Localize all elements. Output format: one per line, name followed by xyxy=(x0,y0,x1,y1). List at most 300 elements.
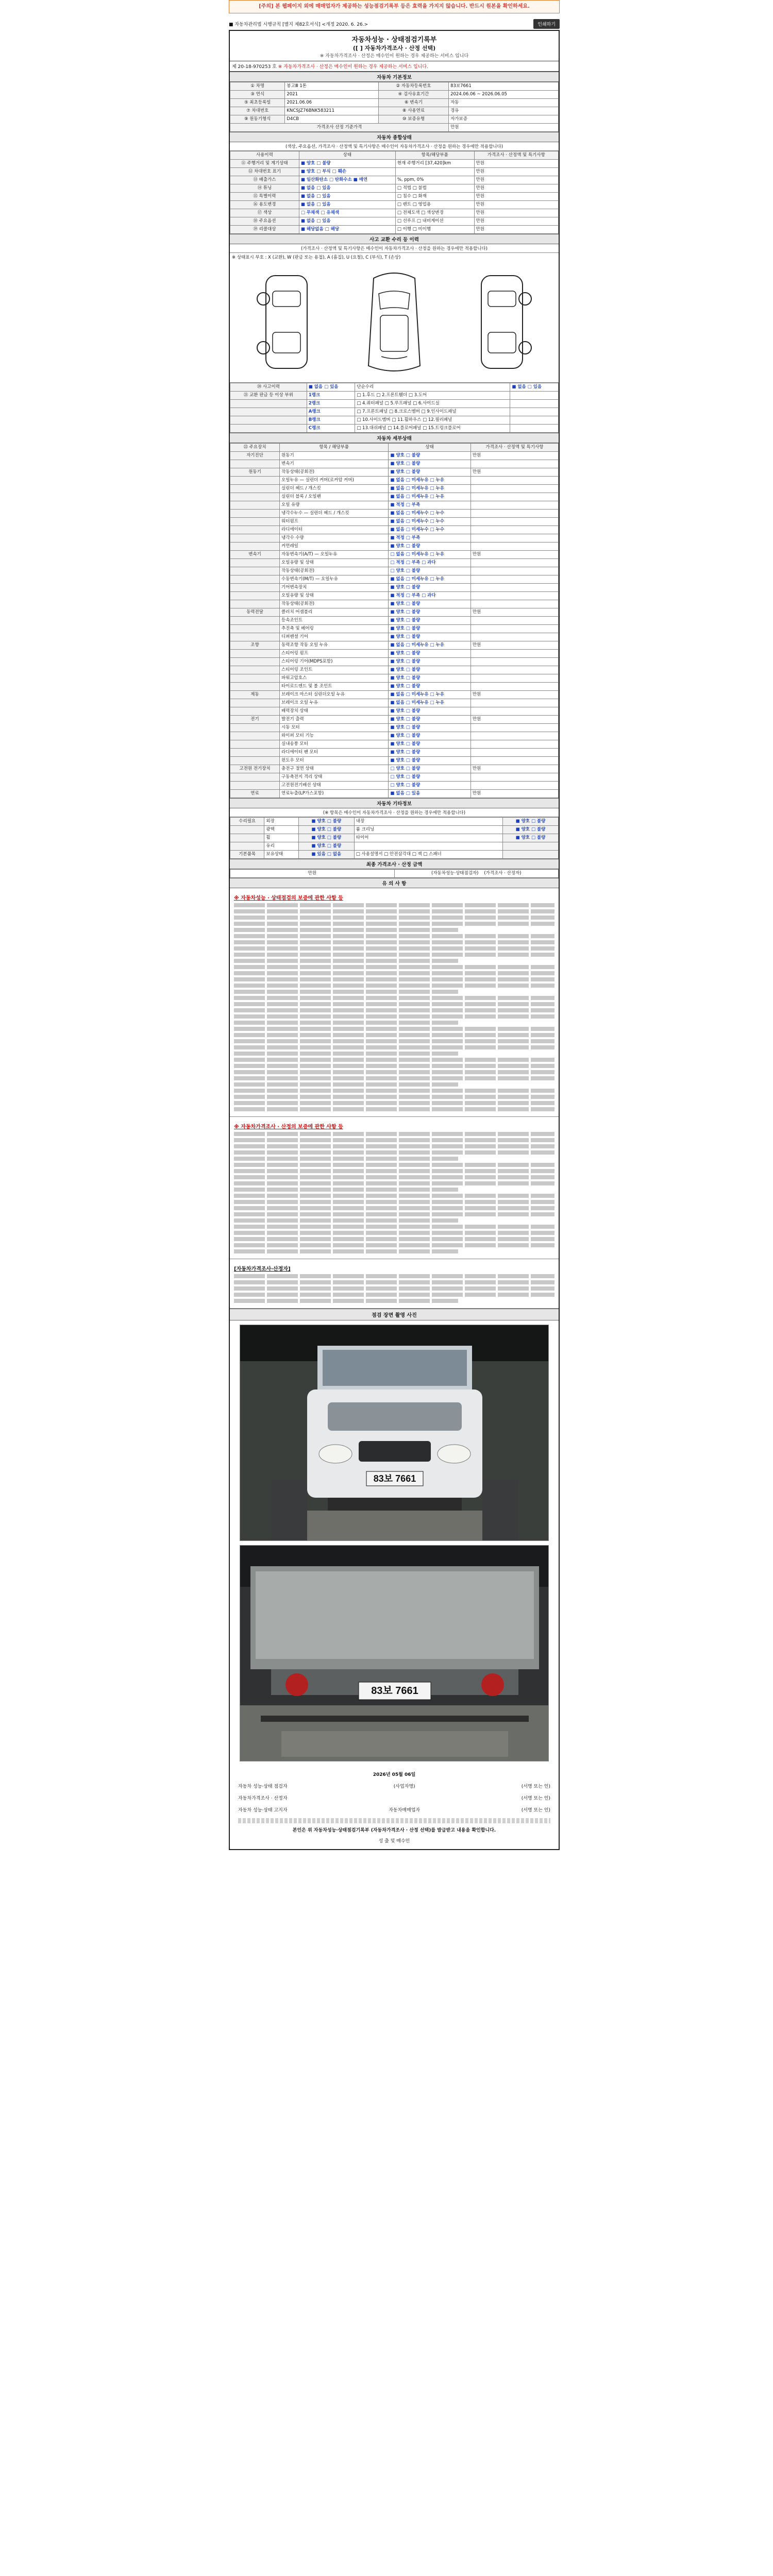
detail-status: ■ 양호 □ 불량 xyxy=(389,716,470,724)
detail-price xyxy=(470,543,558,551)
etc-cell: 광택 xyxy=(264,826,298,834)
detail-row xyxy=(230,551,559,559)
text-line xyxy=(234,959,458,963)
detail-price xyxy=(470,501,558,510)
detail-row xyxy=(230,625,559,633)
accident-cell: □ 7.프론트패널 □ 8.크로스멤버 □ 9.인사이드패널 xyxy=(355,408,510,416)
text-line xyxy=(234,1175,554,1179)
accident-cell: ■ 없음 □ 있음 xyxy=(510,383,559,392)
text-line xyxy=(234,1021,458,1025)
status-value: 만원 xyxy=(474,217,558,226)
text-line xyxy=(234,1286,554,1291)
text-line xyxy=(234,1237,554,1241)
basic-value: 봉고Ⅲ 1톤 xyxy=(285,82,378,91)
detail-row xyxy=(230,749,559,757)
accident-note: (가격조사 · 산정액 및 특기사항은 매수인이 자동차가격조사 · 산정을 원하는 경우에만 적용합니다) xyxy=(230,244,559,253)
basic-info-table xyxy=(230,82,559,132)
etc-cell: ■ 양호 □ 불량 xyxy=(298,818,354,826)
status-item: ⑪ 주행거리 및 계기상태 xyxy=(230,160,299,168)
detail-status: ■ 없음 □ 있음 xyxy=(389,790,470,798)
status-value: □ 전체도색 □ 색상변경 xyxy=(395,209,474,217)
detail-price: 만원 xyxy=(470,551,558,559)
basic-value: 2021.06.06 xyxy=(285,99,378,107)
detail-group: 동력전달 xyxy=(230,608,280,617)
text-line xyxy=(234,1280,554,1284)
print-button[interactable]: 인쇄하기 xyxy=(533,19,560,29)
detail-row xyxy=(230,575,559,584)
detail-item: 와이퍼 모터 기능 xyxy=(280,732,389,740)
basic-label: ⑧ 사용연료 xyxy=(378,107,448,115)
etc-row xyxy=(230,842,559,851)
text-line xyxy=(234,996,554,1000)
detail-row xyxy=(230,460,559,468)
text-line xyxy=(234,1169,554,1173)
detail-item: 배력장치 상태 xyxy=(280,707,389,716)
detail-row xyxy=(230,699,559,707)
status-value: 만원 xyxy=(474,168,558,176)
text-line xyxy=(234,1014,554,1019)
basic-row xyxy=(230,82,559,91)
detail-group xyxy=(230,757,280,765)
text-line xyxy=(234,1231,554,1235)
vehicle-diagram xyxy=(230,261,559,383)
detail-group xyxy=(230,493,280,501)
signature-row xyxy=(238,1783,550,1789)
status-value: 만원 xyxy=(474,160,558,168)
basic-value: KNCSJZ76BNK583211 xyxy=(285,107,378,115)
final-sig-inspector: (자동차성능·상태점검자) xyxy=(431,871,479,876)
signature-cell: 자동차매매업자 xyxy=(389,1808,421,1813)
accident-cell xyxy=(510,400,559,408)
detail-status: ■ 양호 □ 불량 xyxy=(389,452,470,460)
detail-row xyxy=(230,452,559,460)
record-number: 제 20-18-970253 호 xyxy=(232,64,277,70)
detail-item: 스티어링 펌프 xyxy=(280,650,389,658)
basic-label: ④ 검사유효기간 xyxy=(378,91,448,99)
detail-group: 원동기 xyxy=(230,468,280,477)
detail-group: 제동 xyxy=(230,691,280,699)
etc-header: 자동차 기타정보 xyxy=(230,798,559,808)
detail-item: 클러치 어셈블리 xyxy=(280,608,389,617)
status-value: ■ 양호 □ 부식 □ 훼손 xyxy=(299,168,395,176)
detail-price xyxy=(470,460,558,468)
etc-cell xyxy=(503,851,559,859)
etc-cell: 룸 크리닝 xyxy=(354,826,502,834)
detail-status: ■ 양호 □ 불량 xyxy=(389,543,470,551)
detail-status: □ 양호 □ 불량 xyxy=(389,773,470,782)
appraisal-title: ※ 자동차가격조사 · 산정의 보증에 관한 사항 등 xyxy=(234,1124,343,1130)
detail-status: ■ 없음 □ 미세누수 □ 누수 xyxy=(389,518,470,526)
warranty-text xyxy=(234,903,554,1111)
front-plate: 83보 7661 xyxy=(373,1473,416,1484)
status-item: ⑫ 차대번호 표기 xyxy=(230,168,299,176)
accident-cell: □ 1.후드 □ 2.프론트휀더 □ 3.도어 xyxy=(355,392,510,400)
accident-cell: C랭크 xyxy=(307,425,355,433)
text-line xyxy=(234,1039,554,1043)
detail-status: ■ 양호 □ 불량 xyxy=(389,683,470,691)
photo-header: 점검 장면 촬영 사진 xyxy=(230,1309,559,1320)
detail-group xyxy=(230,674,280,683)
status-value: ■ 없음 □ 있음 xyxy=(299,184,395,193)
status-value: 만원 xyxy=(474,209,558,217)
detail-status: ■ 양호 □ 불량 xyxy=(389,674,470,683)
status-value xyxy=(395,168,474,176)
text-line xyxy=(234,953,554,957)
detail-price xyxy=(470,683,558,691)
text-line xyxy=(234,1144,554,1148)
detail-row xyxy=(230,658,559,666)
detail-row xyxy=(230,716,559,724)
detail-item: 브레이크 마스터 실린더오일 누유 xyxy=(280,691,389,699)
warranty-title: ※ 자동차성능 · 상태점검의 보증에 관한 사항 등 xyxy=(234,895,343,901)
detail-row xyxy=(230,650,559,658)
text-line xyxy=(234,1243,554,1247)
buyer-sign: 성 출 및 매수인 xyxy=(378,1839,410,1844)
basic-row xyxy=(230,115,559,124)
detail-row xyxy=(230,485,559,493)
detail-price xyxy=(470,782,558,790)
accident-cell xyxy=(510,392,559,400)
detail-status: ■ 양호 □ 불량 xyxy=(389,600,470,608)
accident-cell: □ 4.쿼터패널 □ 5.루프패널 □ 6.사이드실 xyxy=(355,400,510,408)
front-photo xyxy=(240,1325,549,1541)
etc-cell xyxy=(230,834,264,842)
detail-price: 만원 xyxy=(470,452,558,460)
detail-status: ■ 적정 □ 부족 xyxy=(389,534,470,543)
detail-price xyxy=(470,510,558,518)
detail-item: 디퍼렌셜 기어 xyxy=(280,633,389,641)
basic-price-value: 만원 xyxy=(449,124,559,132)
accident-cell: A랭크 xyxy=(307,408,355,416)
detail-item: 기어변속장치 xyxy=(280,584,389,592)
status-item: ⑬ 배출가스 xyxy=(230,176,299,184)
detail-status: □ 없음 □ 미세누유 □ 누유 xyxy=(389,551,470,559)
form-title-sub: ([ ] 자동차가격조사 · 산정 선택) xyxy=(352,45,436,52)
basic-label: ⑤ 최초등록일 xyxy=(230,99,285,107)
detail-row xyxy=(230,683,559,691)
detail-item: 작동상태(공회전) xyxy=(280,567,389,575)
status-value: ■ 없음 □ 있음 xyxy=(299,193,395,201)
detail-price xyxy=(470,724,558,732)
detail-status: ■ 양호 □ 불량 xyxy=(389,757,470,765)
text-line xyxy=(234,1008,554,1012)
detail-status: ■ 없음 □ 미세누유 □ 누유 xyxy=(389,575,470,584)
detail-col-header: ㉒ 주요장치 xyxy=(230,444,280,452)
warning-notice: [주의] 본 웹페이지 외에 매매업자가 제공하는 성능점검기록부 등은 효력을 가지지 않습니다. 반드시 원본을 확인하세요. xyxy=(229,0,560,13)
detail-price xyxy=(470,707,558,716)
detail-group xyxy=(230,510,280,518)
text-line xyxy=(234,922,554,926)
signature-section xyxy=(230,1766,559,1849)
detail-group: 자기진단 xyxy=(230,452,280,460)
text-line xyxy=(234,1064,554,1068)
detail-price xyxy=(470,757,558,765)
detail-group xyxy=(230,584,280,592)
detail-col-header: 상태 xyxy=(389,444,470,452)
text-line xyxy=(234,1002,554,1006)
detail-item: 연료누출(LP가스포함) xyxy=(280,790,389,798)
etc-cell: ■ 양호 □ 불량 xyxy=(298,826,354,834)
detail-status: ■ 양호 □ 불량 xyxy=(389,732,470,740)
text-line xyxy=(234,1212,554,1216)
form-title xyxy=(230,31,559,61)
notes-header: 유 의 사 항 xyxy=(230,878,559,888)
signature-cell: (서명 또는 인) xyxy=(521,1808,550,1813)
final-sig-appraiser: (가격조사 · 산정자) xyxy=(484,871,522,876)
detail-row xyxy=(230,724,559,732)
detail-price xyxy=(470,658,558,666)
basic-label: ③ 연식 xyxy=(230,91,285,99)
accident-cell: □ 10.사이드멤버 □ 11.휠하우스 □ 12.필러패널 xyxy=(355,416,510,425)
basic-price-row xyxy=(230,124,559,132)
detail-status: □ 양호 □ 불량 xyxy=(389,567,470,575)
detail-group xyxy=(230,600,280,608)
status-col-header: 가격조사 · 산정액 및 특기사항 xyxy=(474,151,558,160)
form-title-desc: ※ 자동차가격조사 · 산정은 매수인이 원하는 경우 제공하는 서비스 입니다 xyxy=(320,54,469,59)
detail-status: ■ 없음 □ 미세누유 □ 누유 xyxy=(389,493,470,501)
detail-item: 오일유량 및 상태 xyxy=(280,592,389,600)
text-line xyxy=(234,1274,554,1278)
detail-status: □ 양호 □ 불량 xyxy=(389,782,470,790)
detail-row xyxy=(230,534,559,543)
car-side-left-diagram xyxy=(248,270,325,374)
detail-row xyxy=(230,510,559,518)
basic-row xyxy=(230,99,559,107)
final-table xyxy=(230,869,559,878)
detail-col-header: 가격조사 · 산정액 및 특기사항 xyxy=(470,444,558,452)
signature-cell: (사업자명) xyxy=(393,1784,415,1789)
status-value: ■ 해당없음 □ 해당 xyxy=(299,226,395,234)
etc-cell: ■ 양호 □ 불량 xyxy=(298,842,354,851)
detail-item: 오일누유 — 실린더 커버(로커암 커버) xyxy=(280,477,389,485)
etc-table xyxy=(230,817,559,859)
etc-note: (※ 항목은 매수인이 자동차가격조사 · 산정을 원하는 경우에만 적용합니다) xyxy=(230,808,559,817)
detail-price xyxy=(470,575,558,584)
detail-status: ■ 없음 □ 미세누수 □ 누수 xyxy=(389,526,470,534)
appraisal-text xyxy=(234,1132,554,1253)
text-line xyxy=(234,940,554,944)
detail-status: ■ 양호 □ 불량 xyxy=(389,617,470,625)
signature-cell: (서명 또는 인) xyxy=(521,1796,550,1801)
detail-item: 윈도우 모터 xyxy=(280,757,389,765)
detail-row xyxy=(230,493,559,501)
status-value: □ 이행 □ 미이행 xyxy=(395,226,474,234)
form-title-main: 자동차성능 · 상태점검기록부 xyxy=(351,36,437,44)
detail-price xyxy=(470,625,558,633)
meta-note: ※ 자동차가격조사 · 산정은 매수인이 원하는 경우 제공하는 서비스 입니다. xyxy=(278,64,428,70)
text-line xyxy=(234,1181,554,1185)
rear-photo-image xyxy=(240,1546,549,1761)
detail-item: 변속기 xyxy=(280,460,389,468)
status-value: □ 선루프 □ 내비게이션 xyxy=(395,217,474,226)
status-item: ⑲ 리콜대상 xyxy=(230,226,299,234)
detail-group xyxy=(230,518,280,526)
etc-cell: 보유상태 xyxy=(264,851,298,859)
status-row xyxy=(230,226,559,234)
detail-item: 작동상태(공회전) xyxy=(280,468,389,477)
accident-cell: □ 13.대쉬패널 □ 14.플로어패널 □ 15.트렁크플로어 xyxy=(355,425,510,433)
final-value: 만원 xyxy=(230,870,395,878)
final-header: 최종 가격조사 · 산정 금액 xyxy=(230,859,559,869)
detail-row xyxy=(230,732,559,740)
accident-cell: ⑳ 사고이력 xyxy=(230,383,307,392)
form-reference: ■ 자동차관리법 시행규칙 [별지 제82호서식] <개정 2020. 6. 26.> xyxy=(229,22,368,27)
divider xyxy=(238,1818,550,1823)
detail-group: 변속기 xyxy=(230,551,280,559)
detail-row xyxy=(230,518,559,526)
text-line xyxy=(234,1052,458,1056)
text-line xyxy=(234,990,458,994)
basic-label: ⑩ 보증유형 xyxy=(378,115,448,124)
text-line xyxy=(234,1206,554,1210)
text-line xyxy=(234,1076,554,1080)
detail-item: 충전구 절연 상태 xyxy=(280,765,389,773)
status-table xyxy=(230,151,559,234)
detail-status: ■ 없음 □ 미세누유 □ 누유 xyxy=(389,641,470,650)
etc-cell: ■ 양호 □ 불량 xyxy=(298,834,354,842)
etc-cell: ■ 있음 □ 없음 xyxy=(298,851,354,859)
detail-item: 오일유량 및 상태 xyxy=(280,559,389,567)
signature-cell: (서명 또는 인) xyxy=(521,1784,550,1789)
status-value: ■ 일산화탄소 □ 탄화수소 ■ 매연 xyxy=(299,176,395,184)
detail-price xyxy=(470,650,558,658)
accident-cell: 단순수리 xyxy=(355,383,510,392)
accident-cell: B랭크 xyxy=(307,416,355,425)
accident-header: 사고 교환 수리 등 이력 xyxy=(230,234,559,244)
text-line xyxy=(234,1107,554,1111)
basic-value: 자가보증 xyxy=(449,115,559,124)
text-line xyxy=(234,1070,554,1074)
top-bar xyxy=(229,18,560,30)
detail-row xyxy=(230,559,559,567)
text-line xyxy=(234,1299,458,1303)
basic-value: 83보7661 xyxy=(449,82,559,91)
detail-group xyxy=(230,732,280,740)
basic-label: ② 자동차등록번호 xyxy=(378,82,448,91)
detail-row xyxy=(230,477,559,485)
car-top-diagram xyxy=(350,268,438,376)
etc-cell xyxy=(230,826,264,834)
appraiser-text xyxy=(234,1274,554,1303)
signature-date: 2026년 05월 06일 xyxy=(373,1772,416,1777)
signature-footer: 본인은 위 자동차성능·상태점검기록부 (자동차가격조사 · 산정 선택)를 발급받고 내용을 확인합니다. xyxy=(292,1828,496,1833)
detail-group: 고전원 전기장치 xyxy=(230,765,280,773)
detail-price xyxy=(470,559,558,567)
status-value: %, ppm, 0% xyxy=(395,176,474,184)
detail-status: ■ 적정 □ 부족 □ 과다 xyxy=(389,592,470,600)
accident-cell: 1랭크 xyxy=(307,392,355,400)
basic-value: 2024.06.06 ~ 2026.06.05 xyxy=(449,91,559,99)
text-line xyxy=(234,965,554,969)
detail-row xyxy=(230,740,559,749)
accident-row xyxy=(230,392,559,400)
detail-price xyxy=(470,699,558,707)
basic-label: ⑦ 차대번호 xyxy=(230,107,285,115)
detail-status: ■ 없음 □ 미세누유 □ 누유 xyxy=(389,485,470,493)
detail-item: 수동변속기(M/T) — 오일누유 xyxy=(280,575,389,584)
status-value: 만원 xyxy=(474,176,558,184)
status-row xyxy=(230,176,559,184)
front-photo-image xyxy=(240,1325,549,1541)
text-line xyxy=(234,1225,554,1229)
text-line xyxy=(234,1027,554,1031)
detail-item: 오일 유량 xyxy=(280,501,389,510)
detail-row xyxy=(230,468,559,477)
status-value: □ 침수 □ 화재 xyxy=(395,193,474,201)
text-line xyxy=(234,1089,554,1093)
detail-status: □ 양호 □ 불량 xyxy=(389,765,470,773)
detail-price xyxy=(470,477,558,485)
detail-item: 추진축 및 베어링 xyxy=(280,625,389,633)
status-value: 만원 xyxy=(474,226,558,234)
detail-item: 브레이크 오일 누유 xyxy=(280,699,389,707)
detail-group xyxy=(230,740,280,749)
status-value: 만원 xyxy=(474,201,558,209)
etc-cell: ■ 양호 □ 불량 xyxy=(503,834,559,842)
detail-item: 시동 모터 xyxy=(280,724,389,732)
detail-row xyxy=(230,707,559,716)
basic-value: D4CB xyxy=(285,115,378,124)
detail-status: □ 적정 □ 부족 □ 과다 xyxy=(389,559,470,567)
detail-status: ■ 양호 □ 불량 xyxy=(389,749,470,757)
etc-row xyxy=(230,834,559,842)
text-line xyxy=(234,1095,554,1099)
detail-item: 발전기 출력 xyxy=(280,716,389,724)
basic-label: ① 차명 xyxy=(230,82,285,91)
detail-row xyxy=(230,592,559,600)
accident-cell xyxy=(510,408,559,416)
detail-row xyxy=(230,765,559,773)
detail-group xyxy=(230,633,280,641)
accident-cell: ■ 없음 □ 있음 xyxy=(307,383,355,392)
basic-value: 자동 xyxy=(449,99,559,107)
status-row xyxy=(230,168,559,176)
status-item: ⑮ 특별이력 xyxy=(230,193,299,201)
detail-group xyxy=(230,666,280,674)
detail-group xyxy=(230,617,280,625)
etc-cell: 외장 xyxy=(264,818,298,826)
appraisal-section xyxy=(230,1117,559,1259)
etc-row xyxy=(230,826,559,834)
text-line xyxy=(234,903,554,907)
detail-row xyxy=(230,633,559,641)
detail-row xyxy=(230,526,559,534)
text-line xyxy=(234,1132,554,1136)
detail-price xyxy=(470,674,558,683)
status-row xyxy=(230,160,559,168)
detail-group xyxy=(230,501,280,510)
basic-value: 2021 xyxy=(285,91,378,99)
etc-row xyxy=(230,818,559,826)
etc-cell: ■ 양호 □ 불량 xyxy=(503,818,559,826)
detail-price xyxy=(470,493,558,501)
rear-photo xyxy=(240,1545,549,1761)
detail-item: 파워고압호스 xyxy=(280,674,389,683)
status-value: □ 렌트 □ 영업용 xyxy=(395,201,474,209)
text-line xyxy=(234,971,554,975)
detail-row xyxy=(230,600,559,608)
detail-item: 타이로드엔드 및 볼 조인트 xyxy=(280,683,389,691)
status-col-header: 상태 xyxy=(299,151,395,160)
detail-status: ■ 없음 □ 미세누유 □ 누유 xyxy=(389,691,470,699)
detail-group xyxy=(230,699,280,707)
signature-row xyxy=(238,1806,550,1813)
text-line xyxy=(234,1157,458,1161)
detail-price xyxy=(470,485,558,493)
basic-label: ⑨ 원동기형식 xyxy=(230,115,285,124)
accident-row xyxy=(230,383,559,392)
detail-price: 만원 xyxy=(470,641,558,650)
